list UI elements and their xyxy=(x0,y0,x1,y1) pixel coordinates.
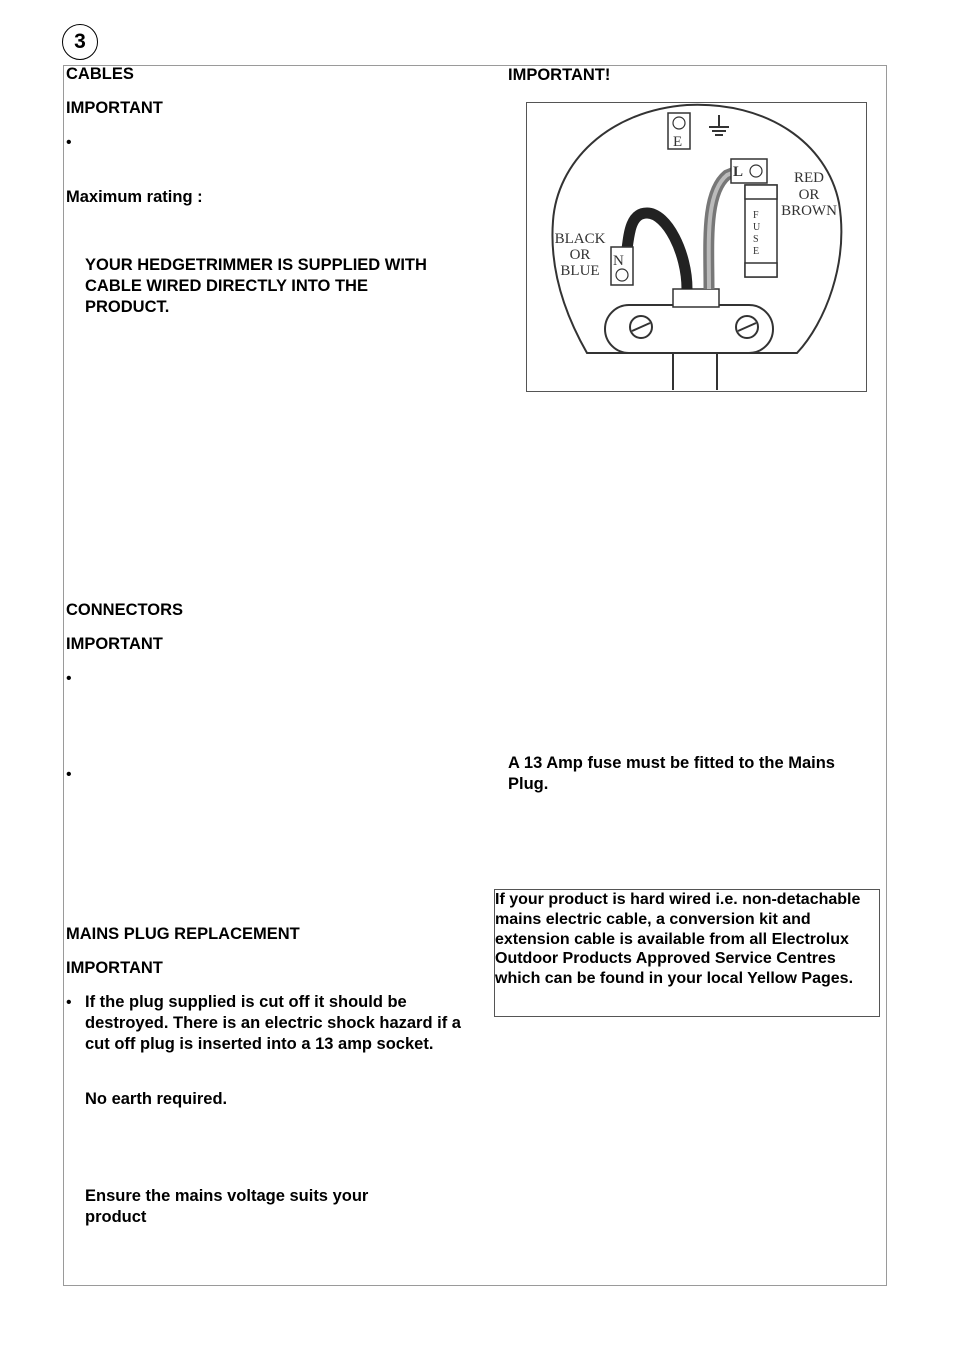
fuse-letter-u: U xyxy=(753,222,761,233)
fuse-letter-s: S xyxy=(753,234,759,245)
neutral-label: N xyxy=(613,253,624,269)
right-important-heading: IMPORTANT! xyxy=(508,66,611,84)
earth-label: E xyxy=(673,134,683,150)
mains-plug-bullet-text: If the plug supplied is cut off it should be destroyed. There is an electric shock hazard if a cut off plug is inserted into a 13 amp socket. xyxy=(85,993,461,1053)
connectors-bullet-1: • xyxy=(66,670,72,687)
mains-plug-heading: MAINS PLUG REPLACEMENT xyxy=(66,925,300,943)
fuse-letter-f: F xyxy=(753,210,759,221)
plug-wiring-diagram xyxy=(526,102,867,392)
red-label-line-3: BROWN xyxy=(781,203,837,219)
fuse-note: A 13 Amp fuse must be fitted to the Mains Plug. xyxy=(508,754,835,793)
live-wire xyxy=(709,171,737,289)
cables-important: IMPORTANT xyxy=(66,99,163,117)
connectors-bullet-2: • xyxy=(66,766,72,783)
connectors-heading: CONNECTORS xyxy=(66,601,184,619)
neutral-wire xyxy=(625,213,687,289)
mains-plug-important: IMPORTANT xyxy=(66,959,163,977)
red-label-line-2: OR xyxy=(798,187,820,203)
hard-wired-info-box: If your product is hard wired i.e. non-detachable mains electric cable, a conversion kit and extension cable is available from all Electrolux Outdoor Products Approved Service Centres which can be found in your local Yellow Pages. xyxy=(494,889,880,1017)
connectors-important: IMPORTANT xyxy=(66,635,163,653)
red-label-line-1: RED xyxy=(794,170,824,186)
maximum-rating-label: Maximum rating : xyxy=(66,188,203,206)
page-number-badge: 3 xyxy=(62,24,98,60)
plug-wiring-svg xyxy=(527,103,865,390)
cable-sheath xyxy=(673,289,719,307)
cable-outer xyxy=(673,353,717,390)
mains-plug-bullet: • xyxy=(66,994,72,1011)
earth-symbol-icon xyxy=(709,115,729,135)
black-label-line-3: BLUE xyxy=(560,263,600,279)
voltage-note: Ensure the mains voltage suits your product xyxy=(85,1187,369,1226)
cables-heading: CABLES xyxy=(66,65,134,83)
black-label-line-1: BLACK xyxy=(554,231,606,247)
fuse-letter-e: E xyxy=(753,246,760,257)
black-label-line-2: OR xyxy=(569,247,591,263)
supplied-note: YOUR HEDGETRIMMER IS SUPPLIED WITH CABLE WIRED DIRECTLY INTO THE PRODUCT. xyxy=(85,256,427,316)
no-earth-note: No earth required. xyxy=(85,1090,228,1108)
cables-bullet: • xyxy=(66,134,72,151)
live-label: L xyxy=(733,164,744,180)
